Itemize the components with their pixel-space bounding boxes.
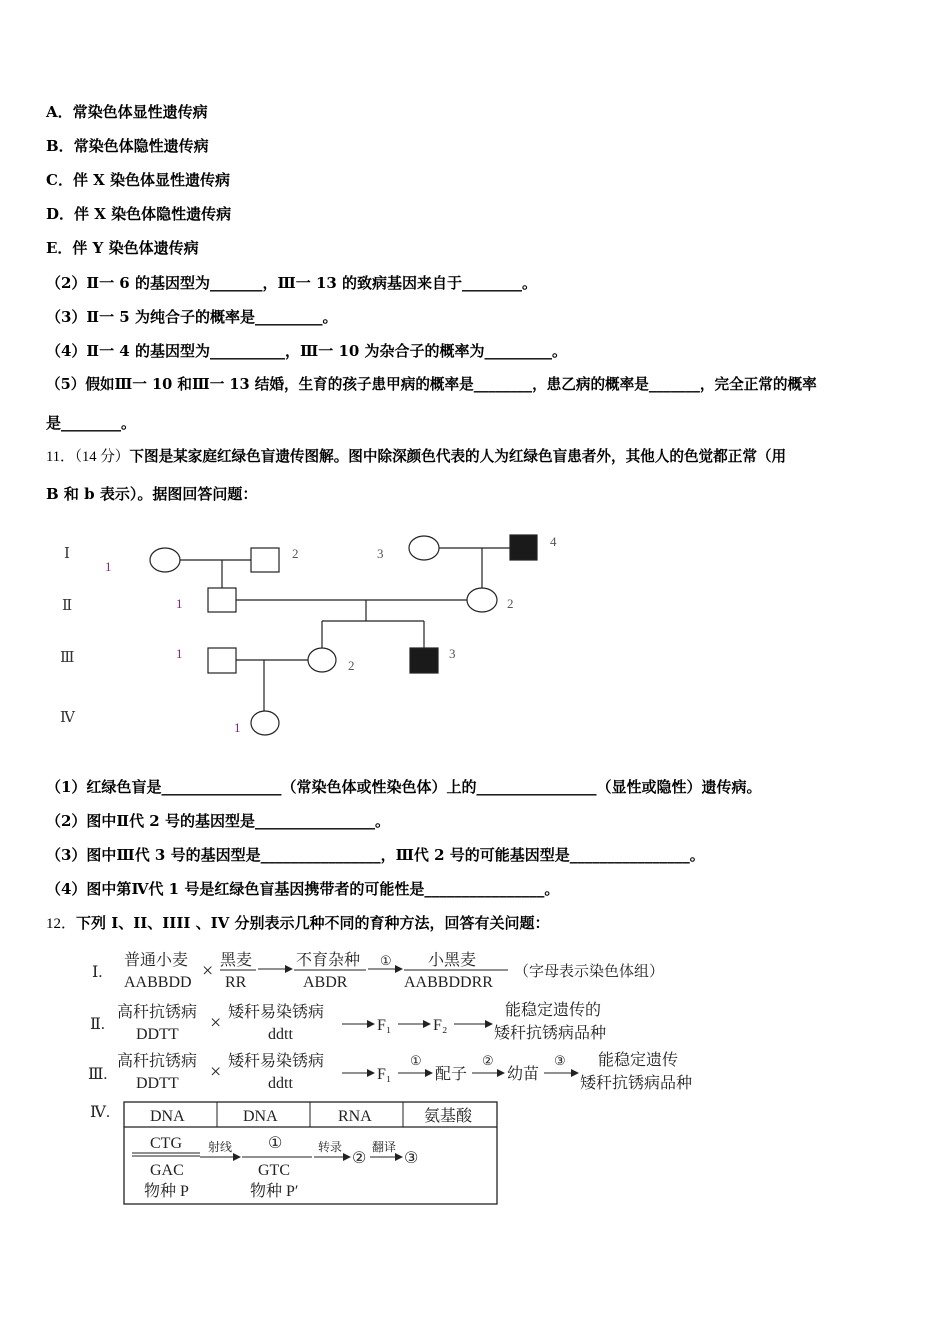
q11-number: 11． xyxy=(46,449,75,465)
row-IV-header-amino: 氨基酸 xyxy=(424,1108,473,1125)
row-IV-species-2: 物种 P′ xyxy=(250,1183,299,1200)
label-IV1: 1 xyxy=(234,720,241,735)
row-IV-mutation-label: 射线 xyxy=(208,1140,233,1154)
row-II-p1-bot: DDTT xyxy=(136,1026,179,1043)
q10-sub-5: （5）假如Ⅲ一 10 和Ⅲ一 13 结婚，生育的孩子患甲病的概率是________，患乙病的概率是_______，完全正常的概率 xyxy=(46,376,817,393)
pedigree-III1-male xyxy=(208,648,236,673)
label-I4: 4 xyxy=(550,534,557,549)
pedigree-chart xyxy=(0,520,600,750)
row-III-result-bot: 矮秆抗锈病品种 xyxy=(580,1075,693,1092)
row-I-p1-bot: AABBDD xyxy=(124,974,192,991)
row-II-result-top: 能稳定遗传的 xyxy=(505,1002,602,1019)
row-II-result-bot: 矮秆抗锈病品种 xyxy=(494,1025,607,1042)
label-III2: 2 xyxy=(348,658,355,673)
row-II-p2-bot: ddtt xyxy=(268,1026,293,1043)
q12-stem xyxy=(46,913,549,934)
row-III-gamete: 配子 xyxy=(435,1066,468,1083)
row-IV-header-rna: RNA xyxy=(338,1108,372,1125)
gen-label-IV: Ⅳ xyxy=(60,710,75,726)
row-III-cross: × xyxy=(210,1061,222,1083)
row-IV-top-seq: CTG xyxy=(150,1135,182,1152)
row-II-f2: F₂ xyxy=(433,1017,448,1034)
q10-sub-2: （2）Ⅱ一 6 的基因型为_______，Ⅲ一 13 的致病基因来自于________。 xyxy=(46,274,538,292)
option-e: E．伴 Y 染色体遗传病 xyxy=(46,239,199,257)
row-I-result-top: 小黑麦 xyxy=(428,952,477,969)
option-b: B．常染色体隐性遗传病 xyxy=(46,137,209,155)
row-II-p2-top: 矮秆易染锈病 xyxy=(228,1004,325,1021)
row-I-result-bot: AABBDDRR xyxy=(404,974,493,991)
label-II2: 2 xyxy=(507,596,514,611)
row-IV-step-3: ③ xyxy=(404,1150,419,1167)
q11-sub-1: （1）红绿色盲是________________（常染色体或性染色体）上的________________（显性或隐性）遗传病。 xyxy=(46,778,762,796)
row-IV-header-dna-2: DNA xyxy=(243,1108,278,1125)
q10-sub-3: （3）Ⅱ一 5 为纯合子的概率是_________。 xyxy=(46,308,338,326)
row-I-cross: × xyxy=(202,960,214,982)
row-II-f1: F₁ xyxy=(377,1017,392,1034)
pedigree-I3-female xyxy=(409,536,439,560)
row-III-p1-bot: DDTT xyxy=(136,1075,179,1092)
gen-label-I: Ⅰ xyxy=(64,546,70,562)
option-a: A．常染色体显性遗传病 xyxy=(46,103,208,121)
row-IV-species-1: 物种 P xyxy=(144,1183,189,1200)
pedigree-I1-female xyxy=(150,548,180,572)
row-III-p1-top: 高秆抗锈病 xyxy=(117,1053,198,1070)
label-II1: 1 xyxy=(176,596,183,611)
row-III-step-3: ③ xyxy=(554,1053,566,1068)
q12-text: 下列 I、II、IIII 、IV 分别表示几种不同的育种方法，回答有关问题： xyxy=(76,914,550,932)
row-IV-step-2: ② xyxy=(352,1150,367,1167)
pedigree-III3-male-affected xyxy=(410,648,438,673)
row-I-note: （字母表示染色体组） xyxy=(514,964,665,980)
pedigree-II1-male xyxy=(208,588,236,612)
row-II-label: Ⅱ. xyxy=(90,1016,105,1033)
row-I-hybrid-top: 不育杂种 xyxy=(296,952,361,969)
q11-stem xyxy=(46,447,786,467)
row-IV-transcribe-label: 转录 xyxy=(318,1140,343,1154)
row-III-seedling: 幼苗 xyxy=(507,1066,540,1083)
q11-sub-2: （2）图中Ⅱ代 2 号的基因型是________________。 xyxy=(46,812,390,830)
label-III3: 3 xyxy=(449,646,456,661)
row-I-hybrid-bot: ABDR xyxy=(303,974,348,991)
label-I3: 3 xyxy=(377,546,384,561)
gen-label-III: Ⅲ xyxy=(60,650,75,666)
q11-score: （14 分） xyxy=(74,449,130,465)
gen-label-II: Ⅱ xyxy=(62,598,73,614)
pedigree-IV1-female xyxy=(251,711,279,735)
row-III-step-1: ① xyxy=(410,1053,422,1068)
row-I-p2-top: 黑麦 xyxy=(220,952,253,969)
q12-number: 12． xyxy=(46,916,77,932)
row-III-result-top: 能稳定遗传 xyxy=(598,1052,679,1069)
row-III-p2-bot: ddtt xyxy=(268,1075,293,1092)
option-d: D．伴 X 染色体隐性遗传病 xyxy=(46,205,232,223)
row-III-f1: F₁ xyxy=(377,1066,392,1083)
row-IV-translate-label: 翻译 xyxy=(372,1140,397,1154)
q11-sub-4: （4）图中第Ⅳ代 1 号是红绿色盲基因携带者的可能性是________________。 xyxy=(46,880,560,898)
label-I1: 1 xyxy=(105,559,112,574)
label-III1: 1 xyxy=(176,646,183,661)
row-IV-seq-2: GTC xyxy=(258,1162,290,1179)
q10-sub-5-cont: 是________。 xyxy=(46,414,137,432)
row-II-cross: × xyxy=(210,1012,222,1034)
row-IV-label: Ⅳ. xyxy=(90,1104,110,1121)
breeding-diagram xyxy=(0,945,760,1210)
row-I-step-1: ① xyxy=(380,953,392,968)
row-II-p1-top: 高秆抗锈病 xyxy=(117,1004,198,1021)
q11-text-2: B 和 b 表示）。据图回答问题： xyxy=(46,485,258,503)
row-IV-mutation-step: ① xyxy=(268,1135,283,1152)
pedigree-II2-female xyxy=(467,588,497,612)
pedigree-I4-male-affected xyxy=(510,535,537,560)
row-IV-bot-seq: GAC xyxy=(150,1162,184,1179)
row-I-p2-bot: RR xyxy=(225,974,247,991)
q11-sub-3: （3）图中Ⅲ代 3 号的基因型是________________，Ⅲ代 2 号的可能基因型是________________。 xyxy=(46,846,705,864)
label-I2: 2 xyxy=(292,546,299,561)
q11-text-1: 下图是某家庭红绿色盲遗传图解。图中除深颜色代表的人为红绿色盲患者外，其他人的色觉都正常（用 xyxy=(129,448,787,465)
pedigree-III2-female xyxy=(308,648,336,672)
row-I-label: Ⅰ. xyxy=(92,964,103,981)
row-III-p2-top: 矮秆易染锈病 xyxy=(228,1053,325,1070)
row-IV-header-dna-1: DNA xyxy=(150,1108,185,1125)
row-I-p1-top: 普通小麦 xyxy=(124,952,189,969)
pedigree-I2-male xyxy=(251,548,279,572)
row-III-label: Ⅲ. xyxy=(88,1066,108,1083)
row-III-step-2: ② xyxy=(482,1053,494,1068)
q10-sub-4: （4）Ⅱ一 4 的基因型为__________，Ⅲ一 10 为杂合子的概率为_________。 xyxy=(46,342,568,360)
option-c: C．伴 X 染色体显性遗传病 xyxy=(46,171,231,189)
